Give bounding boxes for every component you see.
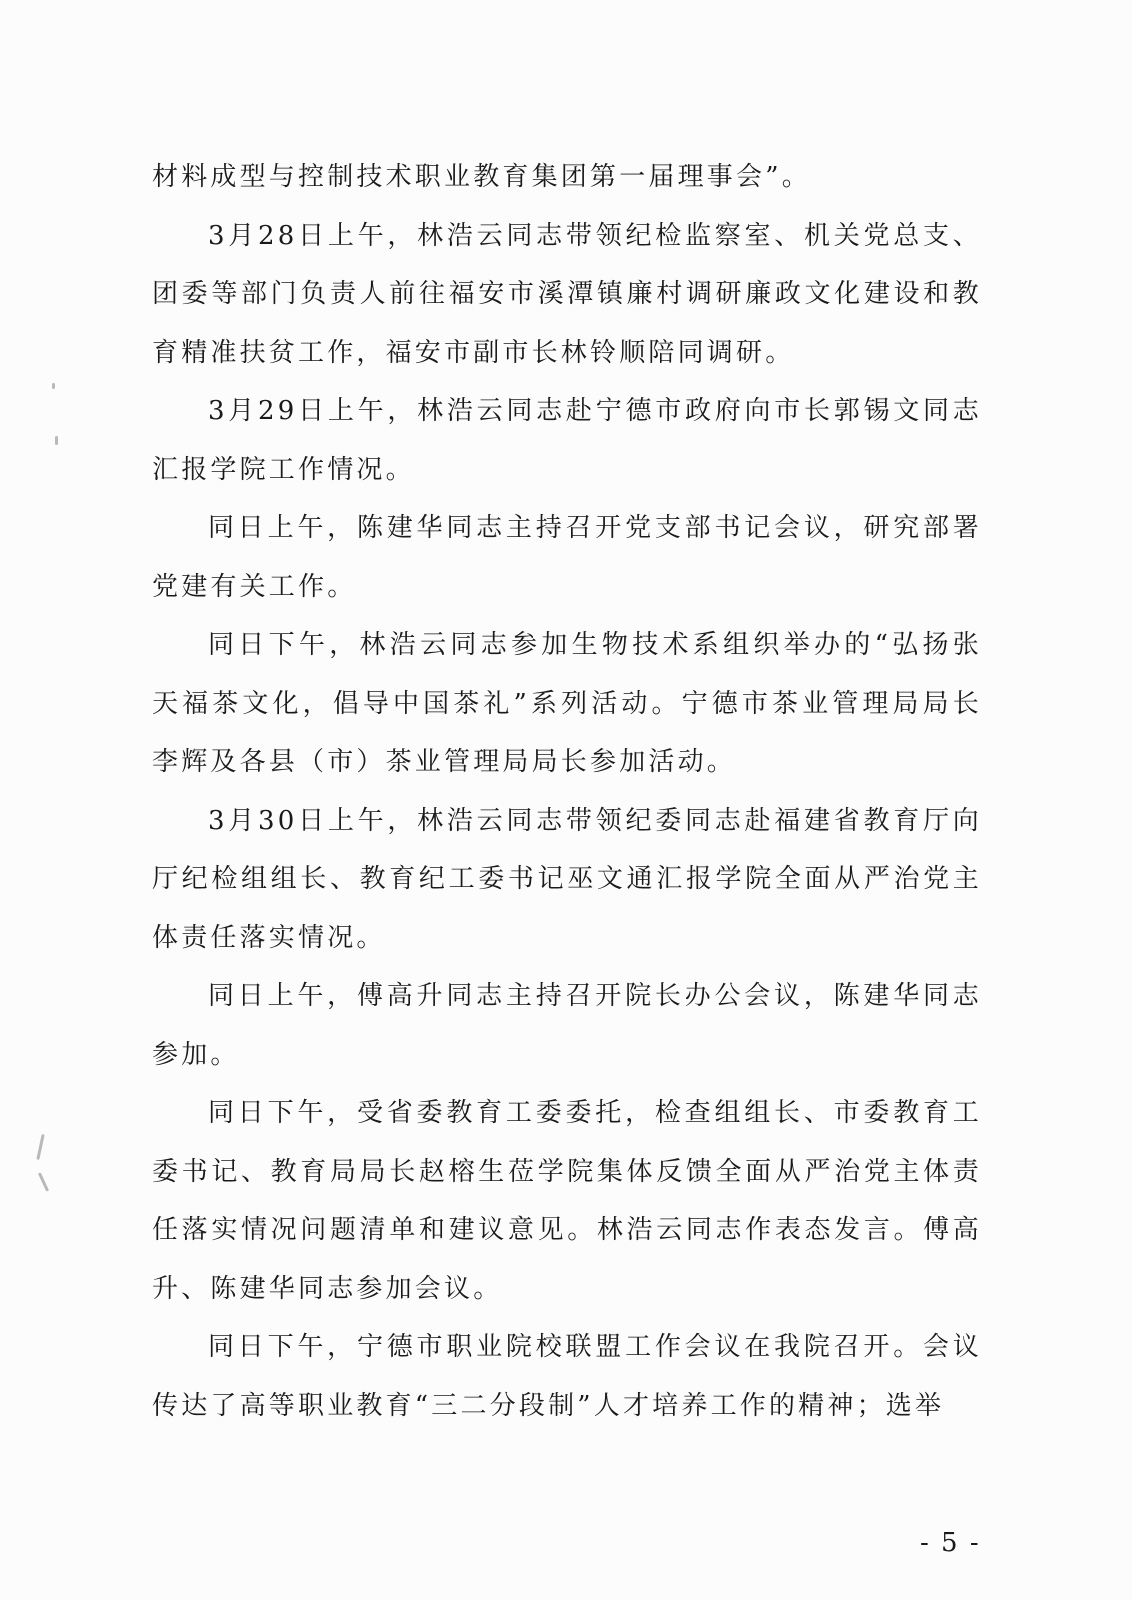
paragraph-march-29-morning: 3月29日上午，林浩云同志赴宁德市政府向市长郭锡文同志汇报学院工作情况。 xyxy=(152,396,982,485)
binding-mark xyxy=(55,436,58,445)
paragraph-march-30-afternoon-alliance: 同日下午，宁德市职业院校联盟工作会议在我院召开。会议传达了高等职业教育“三二分段制”人才培养工作的精神；选举 xyxy=(152,1332,982,1421)
paragraph-march-30-office-meeting: 同日上午，傅高升同志主持召开院长办公会议，陈建华同志参加。 xyxy=(152,981,982,1070)
paragraph-march-30-morning: 3月30日上午，林浩云同志带领纪委同志赴福建省教育厅向厅纪检组组长、教育纪工委书记巫文通汇报学院全面从严治党主体责任落实情况。 xyxy=(152,805,982,953)
paragraph-march-29-afternoon: 同日下午，林浩云同志参加生物技术系组织举办的“弘扬张天福茶文化，倡导中国茶礼”系列活动。宁德市茶业管理局局长李辉及各县（市）茶业管理局局长参加活动。 xyxy=(152,630,982,777)
paragraph-march-28: 3月28日上午，林浩云同志带领纪检监察室、机关党总支、团委等部门负责人前往福安市溪潭镇廉村调研廉政文化建设和教育精准扶贫工作，福安市副市长林铃顺陪同调研。 xyxy=(152,220,982,368)
binding-mark xyxy=(38,1172,49,1191)
page-number: - 5 - xyxy=(920,1528,981,1558)
paragraph-march-30-afternoon-feedback: 同日下午，受省委教育工委委托，检查组组长、市委教育工委书记、教育局局长赵榕生莅学院集体反馈全面从严治党主体责任落实情况问题清单和建议意见。林浩云同志作表态发言。傅高升、陈建华同志参加会议。 xyxy=(152,1098,982,1304)
binding-mark xyxy=(52,383,55,389)
paragraph-continuation: 材料成型与控制技术职业教育集团第一届理事会”。 xyxy=(152,162,811,192)
document-body xyxy=(152,148,982,1435)
paragraph-march-29-party-meeting: 同日上午，陈建华同志主持召开党支部书记会议，研究部署党建有关工作。 xyxy=(152,513,982,602)
binding-mark xyxy=(36,1134,44,1160)
